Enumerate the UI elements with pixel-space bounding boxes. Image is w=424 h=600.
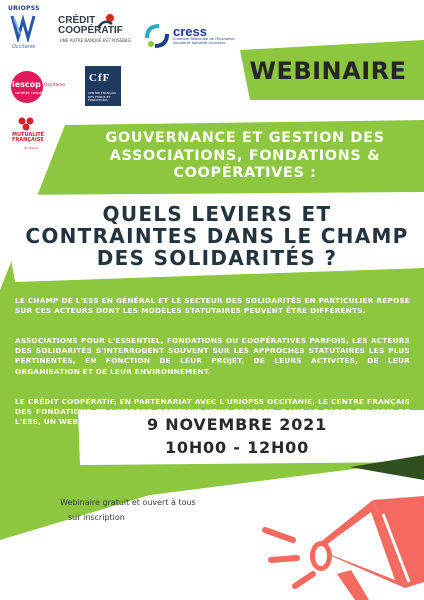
cress-logo-icon: [141, 20, 173, 52]
invitation-label: INVITATION: [316, 28, 389, 38]
free-access-line-2: sur inscription: [68, 513, 125, 522]
lescop-logo-region: Occitanie: [44, 83, 66, 88]
free-access-line-1: Webinaire gratuit et ouvert à tous: [60, 498, 196, 507]
mutualite-logo-name: MUTUALITÉ FRANÇAISE: [12, 132, 45, 144]
question-title: QUELS LEVIERS ET CONTRAINTES DANS LE CHAMP DES SOLIDARITÉS ?: [25, 202, 409, 270]
cress-logo-name: cress: [173, 24, 207, 39]
webinaire-title: WEBINAIRE: [249, 57, 407, 85]
mutualite-logo-region: Occitanie: [24, 146, 39, 150]
credit-cooperatif-tagline: UNE AUTRE BANQUE EST POSSIBLE: [60, 38, 131, 43]
uriopss-logo-name: URIOPSS: [8, 5, 40, 12]
uriopss-logo-region: Occitanie: [12, 44, 36, 50]
event-date: 9 NOVEMBRE 2021: [146, 415, 328, 434]
megaphone-icon: [255, 470, 424, 600]
lescop-logo-name: lescop: [12, 80, 41, 89]
cff-logo-mark: CfF: [89, 72, 111, 84]
main-title: GOUVERNANCE ET GESTION DES ASSOCIATIONS, FONDATIONS & COOPÉRATIVES :: [105, 130, 385, 181]
intro-paragraph: LE CHAMP DE L'ESS EN GÉNÉRAL ET LE SECTEUR DES SOLIDARITÉS EN PARTICULIER REPOSE SUR CES ACTEURS DONT LES MODÈLES STATUTAIRES PEUVENT ÊTRE DIFFÉRENTS.: [15, 296, 410, 316]
uriopss-logo: [8, 12, 44, 42]
context-paragraph: ASSOCIATIONS POUR L'ESSENTIEL, FONDATIONS OU COOPÉRATIVES PARFOIS, LES ACTEURS DES SOLIDARITÉS S'INTERROGENT SOUVENT SUR LES APPROCHES STATUTAIRES LES PLUS PERTINENTES, EN FONCTION DE LEUR PROJET, DE LEURS ACTIVITÉS, DE LEUR ORGANISATION ET DE LEUR ENVIRONNEMENT.: [15, 336, 410, 376]
credit-cooperatif-logo-name: CRÉDIT COOPÉRATIF: [58, 15, 123, 36]
mutualite-logo-icon: [16, 115, 36, 133]
cress-logo-subtitle: Chambre Régionale de l'Économie Sociale et Solidaire Occitanie: [173, 37, 235, 46]
partnership-paragraph: LE CRÉDIT COOPÉRATIF, EN PARTENARIAT AVEC L'URIOPSS OCCITANIE, LE CENTRE FRANÇAIS DES FONDATIONS ET L'URSCOP OCCITANIE VOUS PROPOSE, DANS LE CADRE DU MOIS DE L'ESS, UN WEBINAIRE SUR LE SUJET LE: [15, 397, 410, 427]
lescop-logo-tagline: sociétés coopératives: [15, 91, 55, 95]
cff-logo-name: CENTRE FRANÇAIS DES FONDS ET FONDATIONS: [88, 91, 116, 103]
event-time: 10H00 - 12H00: [164, 438, 310, 457]
